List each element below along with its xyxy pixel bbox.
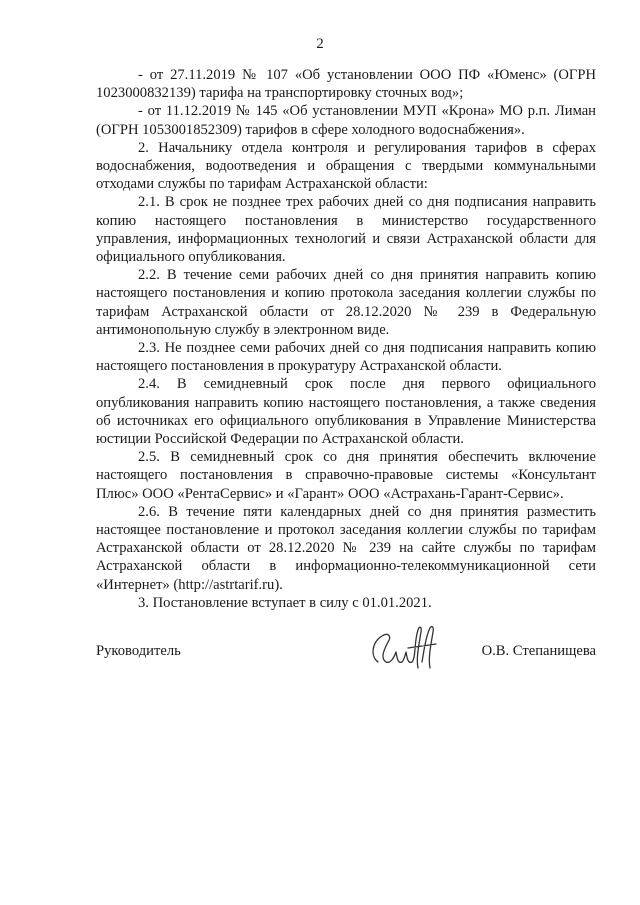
paragraph-item-2-3: 2.3. Не позднее семи рабочих дней со дня подписания направить копию настоящего постановления в прокуратуру Астраханской области. (96, 340, 596, 375)
paragraph-item-2-6: 2.6. В течение пяти календарных дней со дня принятия разместить настоящее постановление и протокол заседания коллегии службы по тарифам Астраханской области от 28.12.2020 № 239 на сайте службы по тарифам Астраханской области в информационно-телекоммуникационной сети «Интернет» (http://astrtarif.ru). (96, 503, 596, 593)
paragraph-item-2-1: 2.1. В срок не позднее трех рабочих дней со дня подписания направить копию настоящего постановления в министерство государственного управления, информационных технологий и связи Астраханской области для официального опубликования. (96, 194, 596, 266)
signatory-name: О.В. Степанищева (481, 643, 596, 659)
signatory-title: Руководитель (96, 643, 181, 659)
paragraph-item-2-2: 2.2. В течение семи рабочих дней со дня принятия направить копию настоящего постановления и копию протокола заседания коллегии службы по тарифам Астраханской области от 28.12.2020 № 239 в Федеральную антимонопольную службу в электронном виде. (96, 267, 596, 338)
paragraph-item-2: 2. Начальнику отдела контроля и регулирования тарифов в сферах водоснабжения, водоотведения и обращения с твердыми коммунальными отходами службы по тарифам Астраханской области: (96, 139, 596, 193)
signature-block (96, 622, 596, 682)
paragraph-item-2-5: 2.5. В семидневный срок со дня принятия обеспечить включение настоящего постановления в справочно-правовые системы «Консультант Плюс» ООО «РентаСервис» и «Гарант» ООО «Астрахань-Гарант-Сервис». (96, 449, 596, 502)
document-body (96, 66, 596, 612)
handwritten-signature (364, 622, 440, 674)
page-number: 2 (316, 36, 324, 52)
paragraph-decree-145: - от 11.12.2019 № 145 «Об установлении МУП «Крона» МО р.п. Лиман (ОГРН 1053001852309) тарифов в сфере холодного водоснабжения». (96, 103, 596, 138)
paragraph-item-2-4: 2.4. В семидневный срок после дня первого официального опубликования направить копию настоящего постановления, а также сведения об источниках его официального опубликования в Управление Министерства юстиции Российской Федерации по Астраханской области. (96, 376, 596, 448)
paragraph-decree-107: - от 27.11.2019 № 107 «Об установлении ООО ПФ «Юменс» (ОГРН 1023000832139) тарифа на транспортировку сточных вод»; (96, 67, 596, 102)
paragraph-item-3: 3. Постановление вступает в силу с 01.01.2021. (138, 594, 432, 611)
